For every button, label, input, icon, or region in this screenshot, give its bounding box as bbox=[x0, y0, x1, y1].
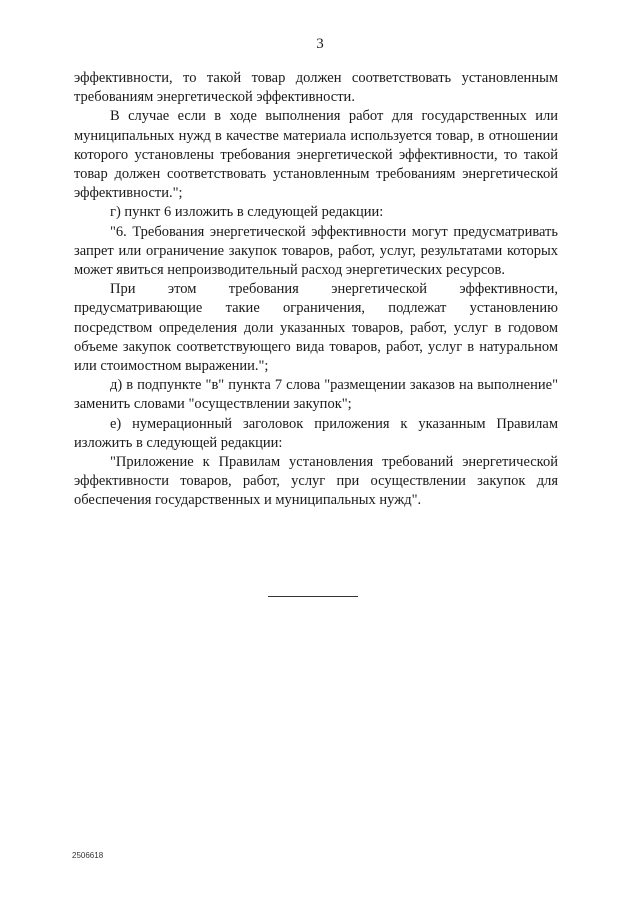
paragraph-item-e: е) нумерационный заголовок приложения к указанным Правилам изложить в следующей редакции: bbox=[74, 415, 558, 451]
page-number: 3 bbox=[316, 36, 324, 52]
document-body bbox=[74, 69, 558, 511]
paragraph-item-g: г) пункт 6 изложить в следующей редакции: bbox=[110, 204, 384, 221]
end-separator-line bbox=[268, 596, 358, 597]
paragraph-continuation: эффективности, то такой товар должен соответствовать установленным требованиям энергетической эффективности. bbox=[74, 70, 558, 106]
paragraph-appendix-heading: "Приложение к Правилам установления требований энергетической эффективности товаров, работ, услуг при осуществлении закупок для обеспечения государственных и муниципальных нужд". bbox=[74, 454, 558, 509]
paragraph-item-d: д) в подпункте "в" пункта 7 слова "размещении заказов на выполнение" заменить словами "осуществлении закупок"; bbox=[74, 377, 558, 413]
paragraph-materials: В случае если в ходе выполнения работ для государственных или муниципальных нужд в качестве материала используется товар, в отношении которого установлены требования энергетической эффективности, то такой товар должен соответствовать установленным требованиям энергетической эффективности."; bbox=[74, 108, 558, 202]
document-code: 2506618 bbox=[72, 851, 104, 860]
paragraph-restrictions: При этом требования энергетической эффективности, предусматривающие такие ограничения, подлежат установлению посредством определения доли указанных товаров, работ, услуг в годовом объеме закупок соответствующего вида товаров, работ, услуг в натуральном или стоимостном выражении."; bbox=[74, 281, 558, 375]
paragraph-point-6: "6. Требования энергетической эффективности могут предусматривать запрет или ограничение закупок товаров, работ, услуг, результатами которых может явиться непроизводительный расход энергетических ресурсов. bbox=[74, 223, 558, 279]
